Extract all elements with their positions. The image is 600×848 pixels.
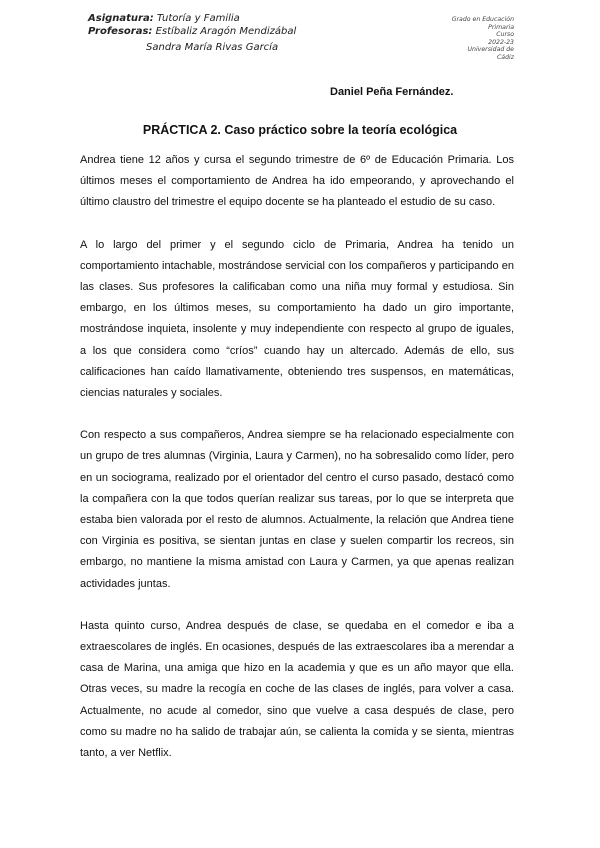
teacher-name-2: Sandra María Rivas García [146,42,279,53]
degree-line: Grado en Educación [451,16,514,23]
paragraph: Con respecto a sus compañeros, Andrea siempre se ha relacionado especialmente con un grupo de tres alumnas (Virginia, Laura y Carmen), no ha sobresalido como líder, pero en un sociograma, realizado por el orientador del centro el curso pasado, destacó como la compañera con la que todos querían realizar sus tareas, por lo que se interpreta que estaba bien valorada por el resto de alumnos. Actualmente, la relación que Andrea tiene con Virginia es positiva, se sientan juntas en clase y suelen compartir los recreos, sin embargo, no mantiene la misma amistad con Laura y Carmen, ya que apenas realizan actividades juntas. [80,429,514,590]
subject-line [88,13,338,26]
subject-value: Tutoría y Familia [156,13,240,24]
degree-line: Curso [496,31,514,39]
degree-info [404,16,514,62]
subject-label: Asignatura: [88,13,154,24]
paragraph: A lo largo del primer y el segundo ciclo de Primaria, Andrea ha tenido un comportamiento intachable, mostrándose servicial con los compañeros y participando en las clases. Sus profesores la calificaban como una niña muy formal y estudiosa. Sin embargo, en los últimos meses, su comportamiento ha dado un giro importante, mostrándose inquieta, insolente y muy independiente con respecto al grupo de iguales, a los que considera como “críos” cuando hay un altercado. Además de ello, sus calificaciones han caído llamativamente, obteniendo tres suspensos, en matemáticas, ciencias naturales y sociales. [80,238,514,400]
document-body [80,150,514,785]
document-title: PRÁCTICA 2. Caso práctico sobre la teoría ecológica [142,123,458,137]
teachers-line [88,26,338,55]
paragraph: Andrea tiene 12 años y cursa el segundo trimestre de 6º de Educación Primaria. Los últimos meses el comportamiento de Andrea ha ido empeorando, y aprovechando el último claustro del trimestre el equipo docente se ha planteado el estudio de su caso. [80,154,514,209]
course-info-header [88,13,338,55]
teacher-name-1: Estíbaliz Aragón Mendizábal [155,25,297,37]
degree-line: Universidad de [467,46,514,54]
author-name: Daniel Peña Fernández. [330,86,454,98]
degree-line: 2022-23 [488,38,514,46]
degree-line: Cádiz [496,53,514,61]
teachers-label: Profesoras: [88,25,153,37]
degree-line: Primaria [488,23,514,31]
paragraph: Hasta quinto curso, Andrea después de clase, se quedaba en el comedor e iba a extraescolares de inglés. En ocasiones, después de las extraescolares iba a merendar a casa de Marina, una amiga que hizo en la academia y que es un año mayor que ella. Otras veces, su madre la recogía en coche de las clases de inglés, para volver a casa. Actualmente, no acude al comedor, sino que vuelve a casa después de clase, pero como su madre no ha salido de trabajar aún, se calienta la comida y se sienta, mientras tanto, a ver Netflix. [80,619,514,760]
